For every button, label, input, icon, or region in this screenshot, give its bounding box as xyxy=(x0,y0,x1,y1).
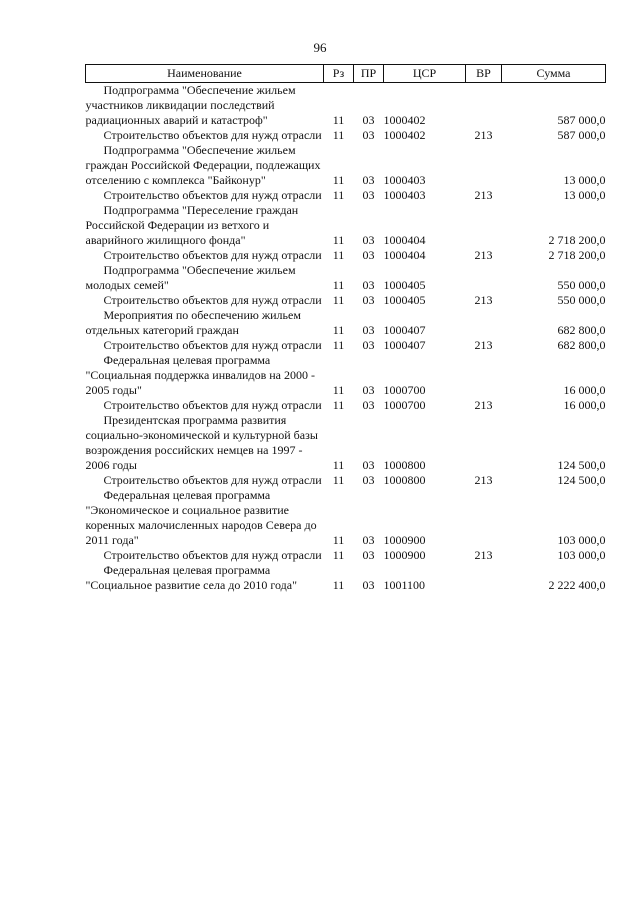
table-row xyxy=(86,293,606,308)
cell-rz: 11 xyxy=(332,458,345,472)
cell-name: Строительство объектов для нужд отрасли xyxy=(103,338,322,352)
cell-name: Подпрограмма "Обеспечение жильем граждан Российской Федерации, подлежащих отселению с комплекса "Байконур" xyxy=(85,143,321,187)
cell-rz: 11 xyxy=(332,473,345,487)
cell-vr xyxy=(466,308,502,338)
cell-sum: 13 000,0 xyxy=(563,173,606,187)
table-row xyxy=(86,308,606,338)
table-row xyxy=(86,83,606,129)
cell-name: Строительство объектов для нужд отрасли xyxy=(103,293,322,307)
cell-csr: 1000407 xyxy=(383,323,426,337)
cell-rz: 11 xyxy=(332,323,345,337)
header-name: Наименование xyxy=(86,65,324,83)
cell-csr: 1000700 xyxy=(383,398,426,412)
cell-vr: 213 xyxy=(474,128,493,142)
cell-rz: 11 xyxy=(332,383,345,397)
cell-sum: 103 000,0 xyxy=(557,548,606,562)
cell-rz: 11 xyxy=(332,248,345,262)
header-rz: Рз xyxy=(324,65,354,83)
table-row xyxy=(86,548,606,563)
table-row xyxy=(86,263,606,293)
cell-rz: 11 xyxy=(332,548,345,562)
table-row xyxy=(86,188,606,203)
table-row xyxy=(86,398,606,413)
cell-name: Федеральная целевая программа "Экономическое и социальное развитие коренных малочисленных народов Севера до 2011 года" xyxy=(85,488,317,547)
cell-pr: 03 xyxy=(362,113,375,127)
table-body xyxy=(86,83,606,594)
cell-csr: 1000407 xyxy=(383,338,426,352)
cell-pr: 03 xyxy=(362,128,375,142)
cell-csr: 1000900 xyxy=(383,533,426,547)
cell-rz: 11 xyxy=(332,398,345,412)
cell-sum: 2 718 200,0 xyxy=(548,248,606,262)
cell-csr: 1000404 xyxy=(383,248,426,262)
cell-sum: 2 222 400,0 xyxy=(548,578,606,592)
cell-sum: 550 000,0 xyxy=(557,278,606,292)
cell-pr: 03 xyxy=(362,248,375,262)
cell-vr xyxy=(466,413,502,473)
cell-pr: 03 xyxy=(362,338,375,352)
cell-csr: 1000800 xyxy=(383,458,426,472)
cell-csr: 1000405 xyxy=(383,293,426,307)
cell-pr: 03 xyxy=(362,398,375,412)
cell-pr: 03 xyxy=(362,323,375,337)
cell-rz: 11 xyxy=(332,578,345,592)
cell-name: Подпрограмма "Обеспечение жильем участников ликвидации последствий радиационных аварий и катастроф" xyxy=(85,83,296,127)
cell-sum: 682 800,0 xyxy=(557,338,606,352)
cell-rz: 11 xyxy=(332,128,345,142)
cell-name: Строительство объектов для нужд отрасли xyxy=(103,398,322,412)
cell-pr: 03 xyxy=(362,188,375,202)
cell-rz: 11 xyxy=(332,113,345,127)
cell-pr: 03 xyxy=(362,233,375,247)
cell-name: Мероприятия по обеспечению жильем отдельных категорий граждан xyxy=(85,308,301,337)
budget-table xyxy=(85,64,606,593)
cell-vr: 213 xyxy=(474,293,493,307)
cell-name: Подпрограмма "Переселение граждан Российской Федерации из ветхого и аварийного жилищного фонда" xyxy=(85,203,299,247)
cell-name: Федеральная целевая программа "Социальная поддержка инвалидов на 2000 - 2005 годы" xyxy=(85,353,315,397)
cell-pr: 03 xyxy=(362,533,375,547)
cell-name: Строительство объектов для нужд отрасли xyxy=(103,248,322,262)
header-pr: ПР xyxy=(354,65,384,83)
cell-vr: 213 xyxy=(474,398,493,412)
table-row xyxy=(86,248,606,263)
cell-csr: 1000403 xyxy=(383,173,426,187)
cell-sum: 16 000,0 xyxy=(563,398,606,412)
table-row xyxy=(86,473,606,488)
table-header-row xyxy=(86,65,606,83)
cell-vr xyxy=(466,83,502,129)
cell-pr: 03 xyxy=(362,383,375,397)
cell-sum: 587 000,0 xyxy=(557,113,606,127)
cell-pr: 03 xyxy=(362,173,375,187)
table-row xyxy=(86,143,606,188)
cell-name: Строительство объектов для нужд отрасли xyxy=(103,188,322,202)
table-row xyxy=(86,353,606,398)
cell-csr: 1000700 xyxy=(383,383,426,397)
cell-sum: 16 000,0 xyxy=(563,383,606,397)
page-number: 96 xyxy=(313,40,327,55)
cell-vr: 213 xyxy=(474,548,493,562)
cell-rz: 11 xyxy=(332,293,345,307)
cell-sum: 103 000,0 xyxy=(557,533,606,547)
cell-name: Строительство объектов для нужд отрасли xyxy=(103,128,322,142)
cell-csr: 1000405 xyxy=(383,278,426,292)
cell-vr xyxy=(466,353,502,398)
table-row xyxy=(86,413,606,473)
cell-pr: 03 xyxy=(362,473,375,487)
cell-sum: 124 500,0 xyxy=(557,458,606,472)
cell-csr: 1000800 xyxy=(383,473,426,487)
table-row xyxy=(86,128,606,143)
cell-rz: 11 xyxy=(332,173,345,187)
cell-vr: 213 xyxy=(474,248,493,262)
cell-csr: 1000900 xyxy=(383,548,426,562)
cell-csr: 1000402 xyxy=(383,113,426,127)
cell-vr xyxy=(466,488,502,548)
cell-csr: 1001100 xyxy=(383,578,426,592)
cell-csr: 1000403 xyxy=(383,188,426,202)
cell-vr: 213 xyxy=(474,473,493,487)
cell-sum: 587 000,0 xyxy=(557,128,606,142)
cell-name: Подпрограмма "Обеспечение жильем молодых семей" xyxy=(85,263,296,292)
cell-rz: 11 xyxy=(332,338,345,352)
cell-sum: 124 500,0 xyxy=(557,473,606,487)
cell-pr: 03 xyxy=(362,293,375,307)
cell-pr: 03 xyxy=(362,278,375,292)
cell-rz: 11 xyxy=(332,233,345,247)
cell-vr: 213 xyxy=(474,188,493,202)
cell-rz: 11 xyxy=(332,533,345,547)
cell-name: Президентская программа развития социально-экономической и культурной базы возрождения российских немцев на 1997 - 2006 годы xyxy=(85,413,318,472)
cell-sum: 2 718 200,0 xyxy=(548,233,606,247)
header-vr: ВР xyxy=(466,65,502,83)
header-sum: Сумма xyxy=(502,65,606,83)
cell-vr xyxy=(466,263,502,293)
cell-vr: 213 xyxy=(474,338,493,352)
cell-vr xyxy=(466,143,502,188)
table-row xyxy=(86,563,606,593)
cell-sum: 13 000,0 xyxy=(563,188,606,202)
header-csr: ЦСР xyxy=(384,65,466,83)
cell-name: Федеральная целевая программа "Социальное развитие села до 2010 года" xyxy=(85,563,298,592)
table-row xyxy=(86,203,606,248)
table-row xyxy=(86,488,606,548)
cell-vr xyxy=(466,563,502,593)
cell-name: Строительство объектов для нужд отрасли xyxy=(103,548,322,562)
cell-csr: 1000404 xyxy=(383,233,426,247)
cell-pr: 03 xyxy=(362,458,375,472)
table-row xyxy=(86,338,606,353)
cell-sum: 682 800,0 xyxy=(557,323,606,337)
cell-csr: 1000402 xyxy=(383,128,426,142)
cell-pr: 03 xyxy=(362,578,375,592)
cell-sum: 550 000,0 xyxy=(557,293,606,307)
cell-pr: 03 xyxy=(362,548,375,562)
cell-vr xyxy=(466,203,502,248)
cell-name: Строительство объектов для нужд отрасли xyxy=(103,473,322,487)
cell-rz: 11 xyxy=(332,278,345,292)
cell-rz: 11 xyxy=(332,188,345,202)
